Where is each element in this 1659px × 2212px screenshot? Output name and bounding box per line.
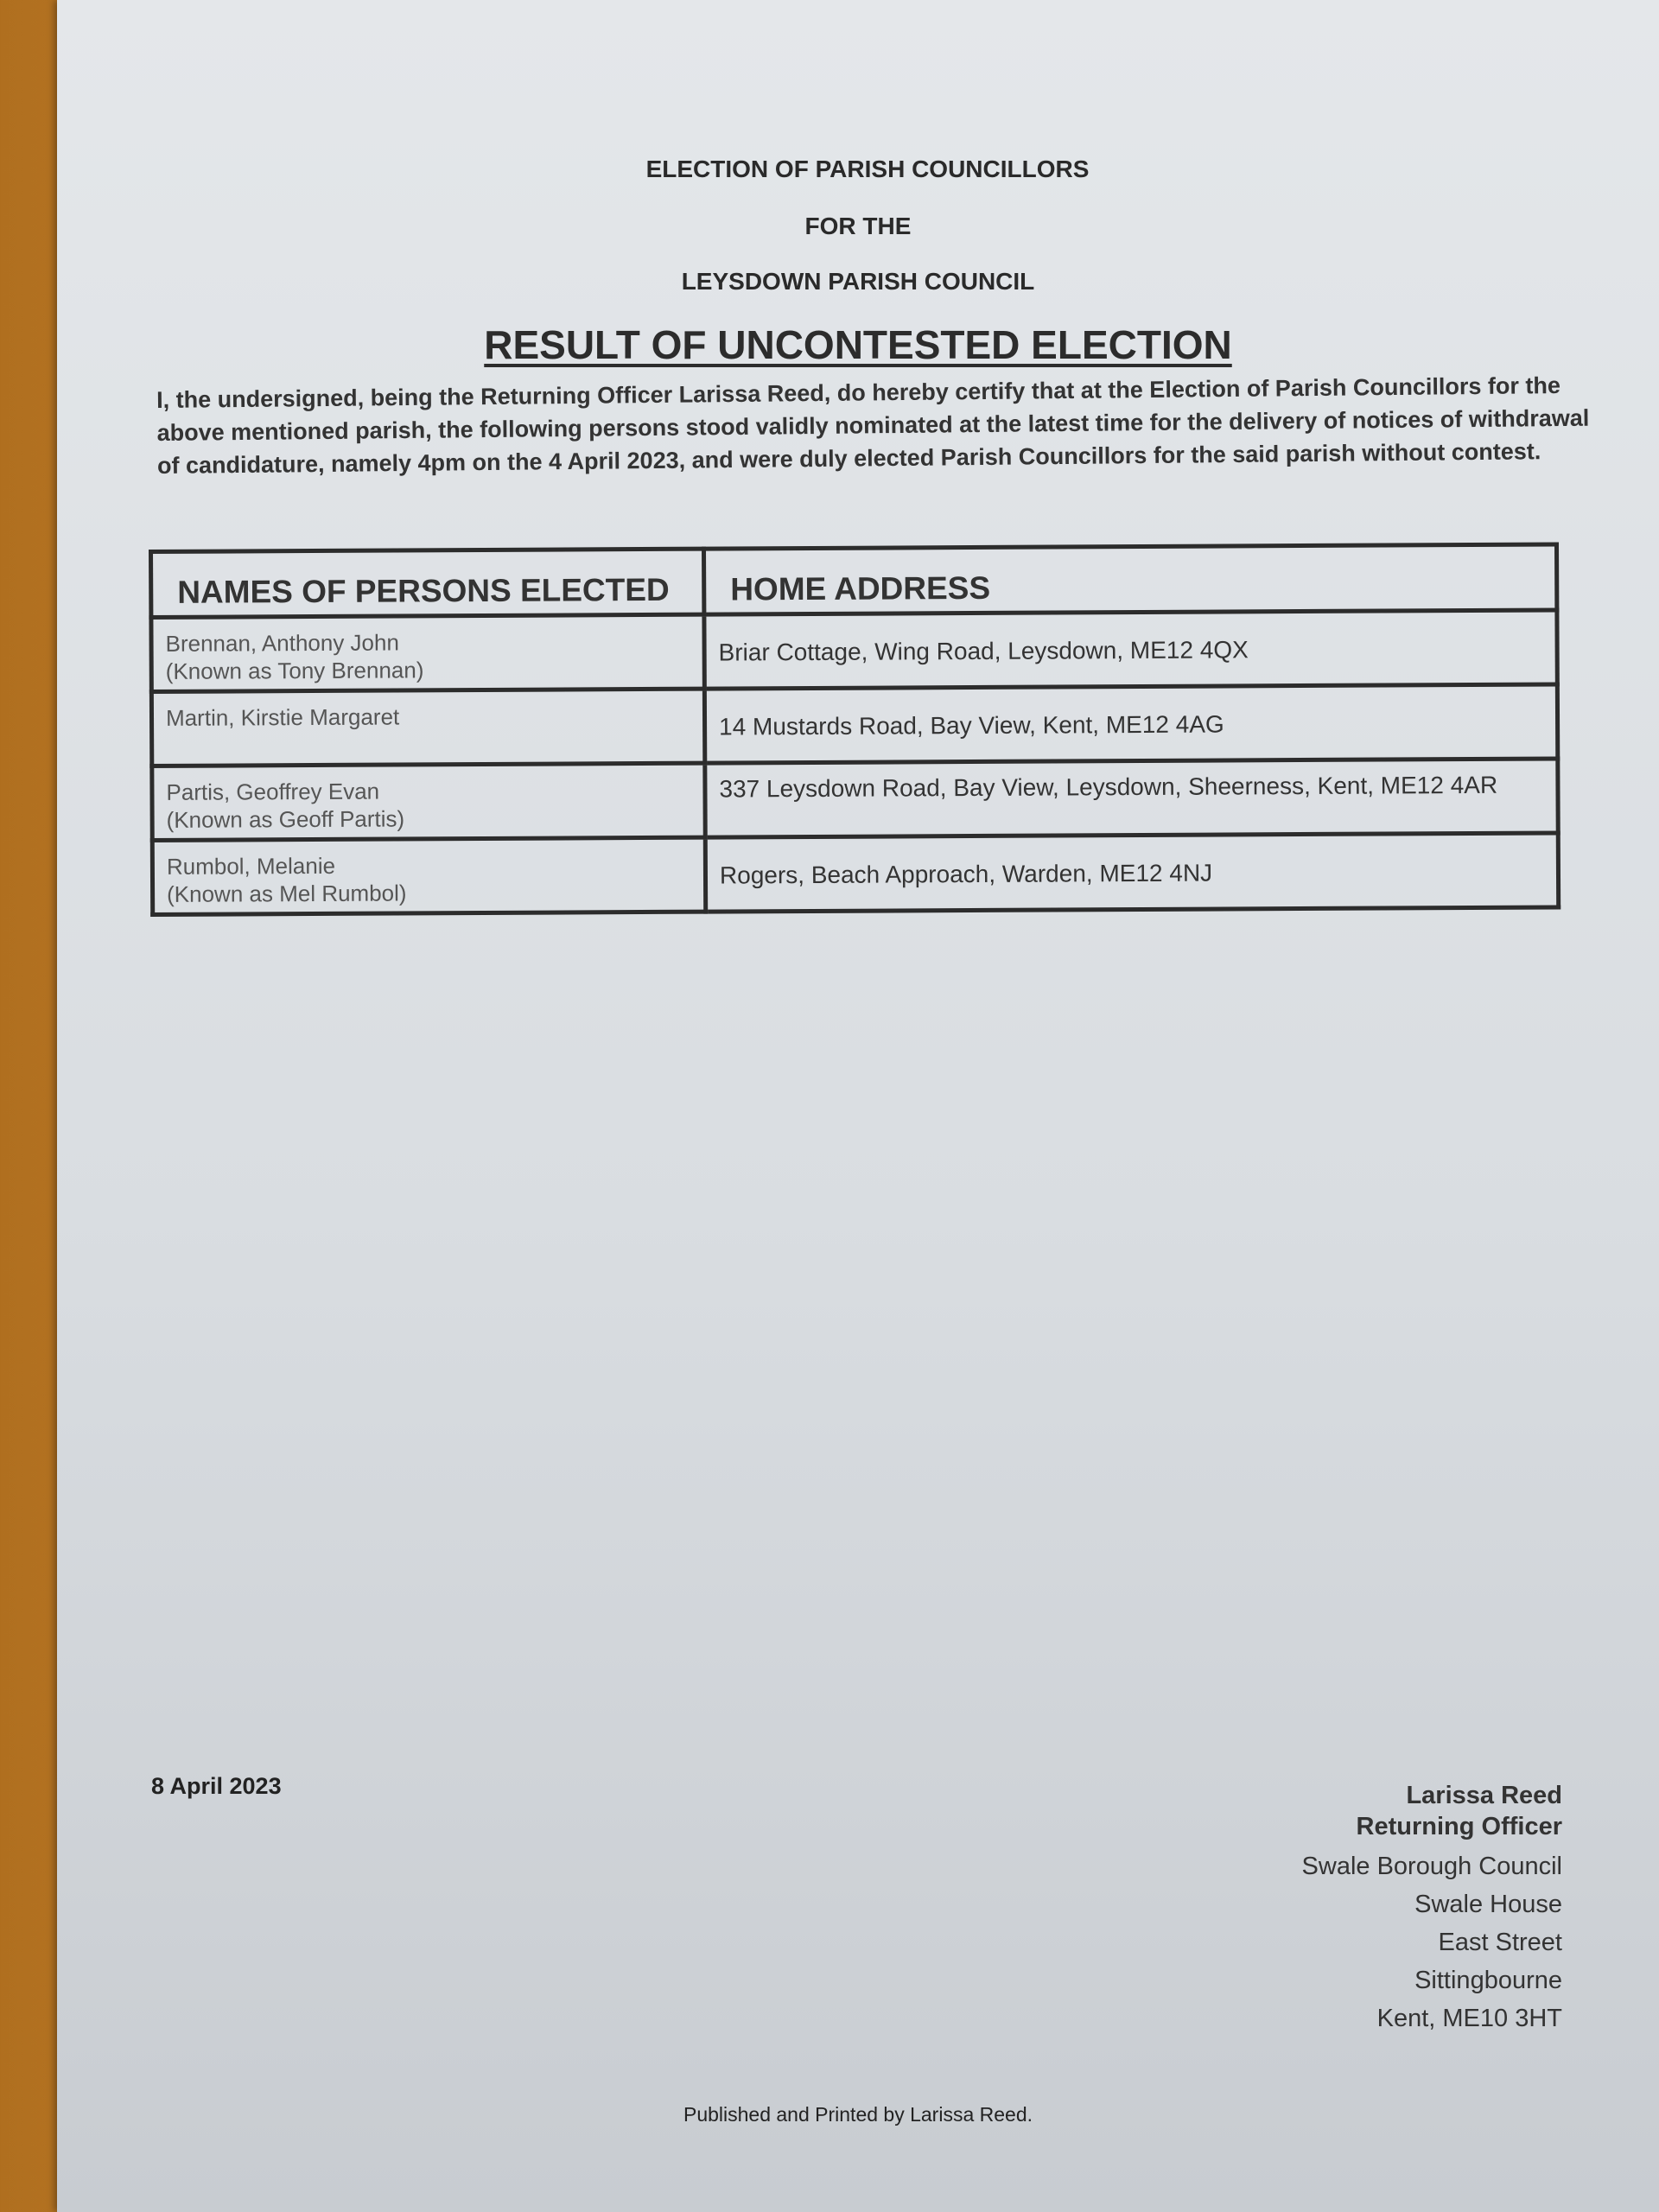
address-line: Kent, ME10 3HT xyxy=(1376,2005,1562,2032)
elected-name-cell xyxy=(151,689,704,766)
address-line: Sittingbourne xyxy=(1414,1967,1562,1994)
home-address-cell: 337 Leysdown Road, Bay View, Leysdown, Sheerness, Kent, ME12 4AR xyxy=(705,759,1558,837)
home-address-cell: Rogers, Beach Approach, Warden, ME12 4NJ xyxy=(705,833,1558,912)
known-as: (Known as Tony Brennan) xyxy=(165,657,424,684)
header-line-2: FOR THE xyxy=(804,213,912,239)
certification-paragraph: I, the undersigned, being the Returning Officer Larissa Reed, do hereby certify that at the Election of Parish Councillors for the above mentioned parish, the following persons stood validly nominated at the latest time for the delivery of notices of withdrawal of candidature, namely 4pm on the 4 April 2023, and were duly elected Parish Councillors for the said parish without contest. xyxy=(156,372,1590,479)
document-title-wrap xyxy=(57,321,1659,368)
known-as: (Known as Mel Rumbol) xyxy=(167,880,407,907)
header-line-1: ELECTION OF PARISH COUNCILLORS xyxy=(645,156,1090,182)
elected-persons-table xyxy=(149,542,1560,917)
document-page xyxy=(57,0,1659,2212)
table-row xyxy=(151,610,1557,692)
home-address-cell: Briar Cottage, Wing Road, Leysdown, ME12 4QX xyxy=(704,610,1557,689)
elected-name: Partis, Geoffrey Evan xyxy=(166,778,380,805)
column-header-address: HOME ADDRESS xyxy=(704,544,1557,614)
signatory-role: Returning Officer xyxy=(1356,1813,1562,1840)
document-date: 8 April 2023 xyxy=(151,1773,282,1799)
address-line: East Street xyxy=(1438,1929,1562,1956)
home-address-cell: 14 Mustards Road, Bay View, Kent, ME12 4AG xyxy=(704,684,1557,763)
elected-name-cell xyxy=(151,614,704,691)
elected-name: Brennan, Anthony John xyxy=(165,629,399,657)
header-line-3: LEYSDOWN PARISH COUNCIL xyxy=(681,268,1035,295)
elected-name-cell xyxy=(152,763,705,840)
column-header-names: NAMES OF PERSONS ELECTED xyxy=(151,549,704,617)
imprint-footer: Published and Printed by Larissa Reed. xyxy=(683,2103,1033,2126)
table-row xyxy=(151,684,1557,766)
signatory-name: Larissa Reed xyxy=(1406,1782,1562,1809)
table-header-row xyxy=(151,544,1557,618)
address-line: Swale Borough Council xyxy=(1301,1853,1562,1880)
elected-name: Martin, Kirstie Margaret xyxy=(165,703,400,731)
known-as: (Known as Geoff Partis) xyxy=(166,805,405,833)
table-row xyxy=(152,833,1558,915)
document-title: RESULT OF UNCONTESTED ELECTION xyxy=(484,322,1232,367)
table-row xyxy=(152,759,1558,841)
elected-name: Rumbol, Melanie xyxy=(166,852,336,880)
address-line: Swale House xyxy=(1414,1891,1562,1918)
elected-name-cell xyxy=(152,837,705,914)
signature-block xyxy=(1302,1780,1562,2037)
